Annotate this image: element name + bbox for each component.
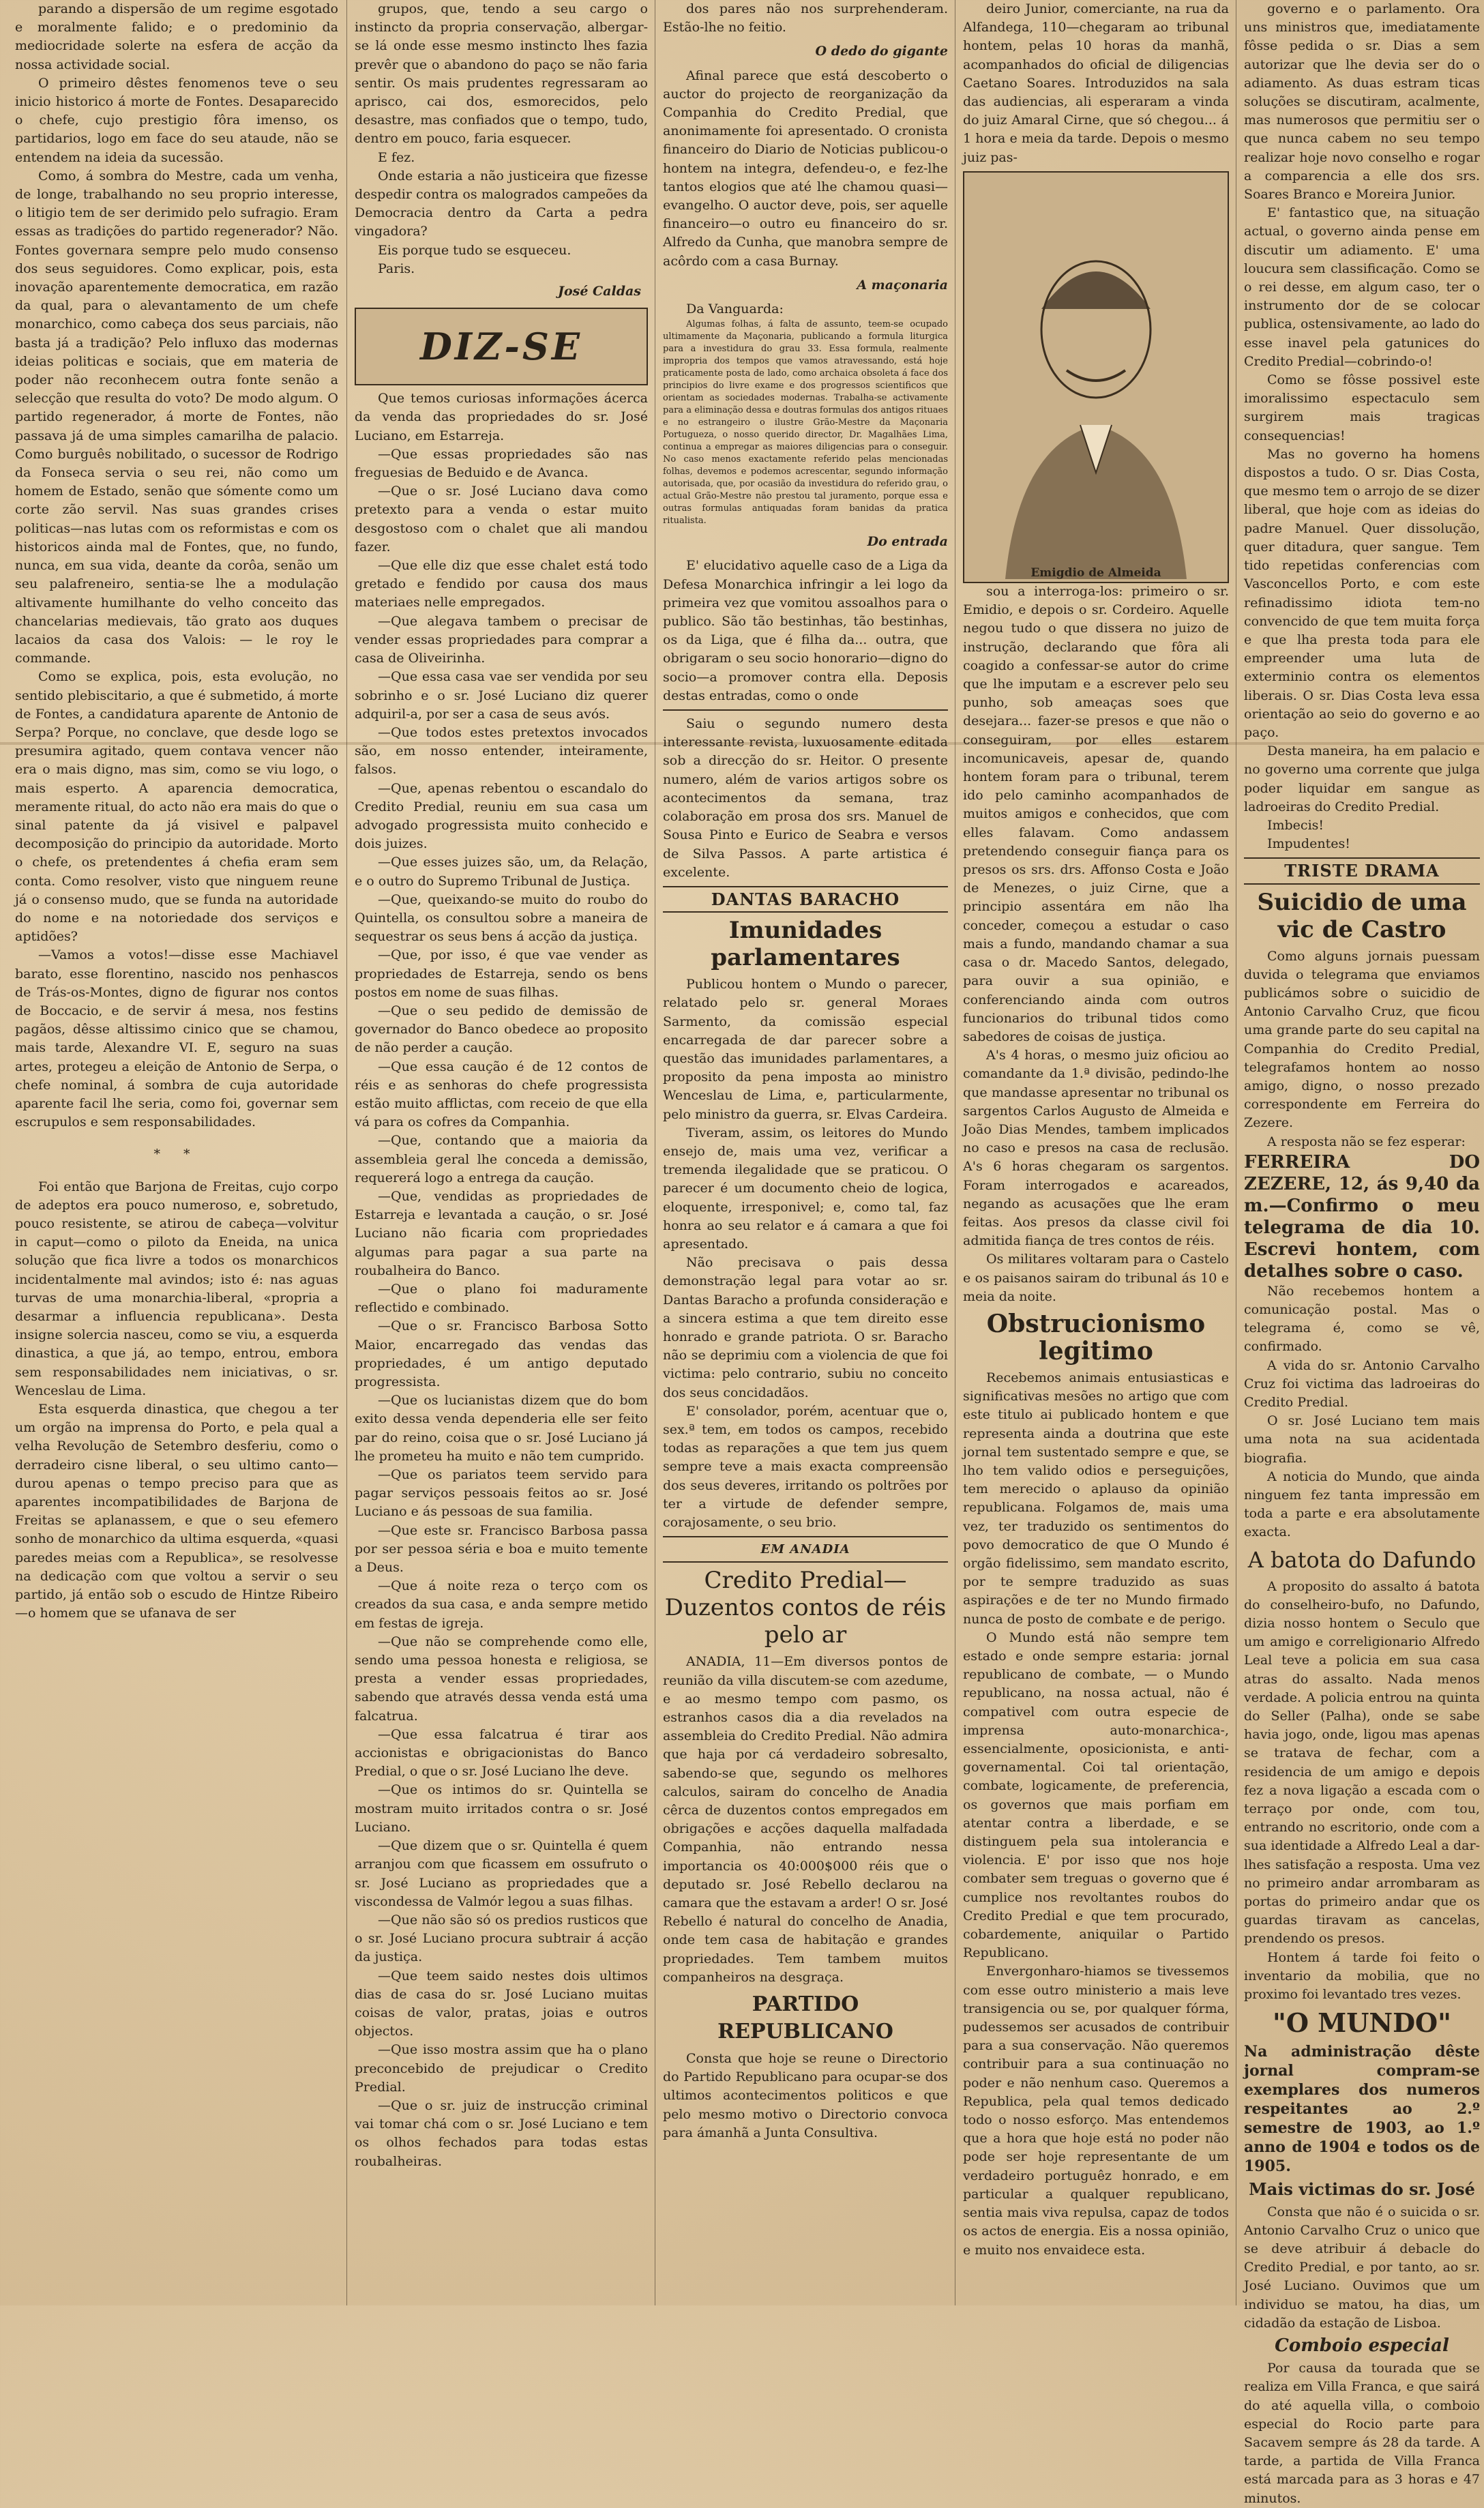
quoted-text: Algumas folhas, á falta de assunto, teem-se ocupado ultimamente da Maçonaria, publicando a formula liturgica para a investidura do grau 33. Essa formula, realmente impropria dos tempos que vamos atravessando, está hoje praticamente posta de lado, como archaica obsoleta á face dos principios do livre exame e dos progressos scientificos que orientam as sociedades modernas. Trabalha-se activamente para a eliminação dessa e doutras formulas dos antigos rituaes e no estrangeiro o ilustre Grão-Mestre da Maçonaria Portugueza, o nosso querido director, Dr. Magalhães Lima, continua a empregar as maiores diligencias para o conseguir. No caso menos exactamente referido pelas mencionadas folhas, devemos e podemos acrescentar, segundo informação autorisada, que, por ocasião da investidura do referido grau, o actual Grão-Mestre não prestou tal juramento, porque essa e outras formulas antiquadas foram banidas da pratica ritualista. <box>663 319 948 527</box>
column-rule <box>346 0 347 2305</box>
column-2 <box>355 0 648 2264</box>
article-paragraph: —Que esses juizes são, um, da Relação, e o outro do Supremo Tribunal de Justiça. <box>355 855 648 889</box>
article-paragraph: E' elucidativo aquelle caso de a Liga da Defesa Monarchica infringir a lei logo da primeira vez que vomitou assoalhos para o publico. São tão bestinhas, tão bestinhas, os da Liga, que é filha da... outra, que obrigaram o seu socio honorario—digno do socio—a promover contra ella. Deposis destas entradas, como o onde <box>663 558 948 703</box>
article-paragraph: Como alguns jornais puessam duvida o telegrama que enviamos publicámos sobre o suicidio de Antonio Carvalho Cruz, que ficou uma grande parte do seu capital na Companhia do Credito Predial, telegrafamos hontem ao nosso amigo, digno, o nosso prezado correspondente em Ferreira do Zezere. <box>1244 948 1480 1131</box>
article-paragraph: —Que, queixando-se muito do roubo do Quintella, os consultou sobre a maneira de sequestrar os seus bens á acção da justiça. <box>355 891 648 945</box>
article-paragraph: Impudentes! <box>1267 836 1350 852</box>
section-heading: EM ANADIA <box>663 1536 948 1563</box>
section-heading: A maçonaria <box>857 277 948 293</box>
article-paragraph: A proposito do assalto á batota do conselheiro-bufo, no Dafundo, dizia nosso hontem o Seculo que um amigo e correligionario Alfredo Leal teve a policia em sua casa atras do assalto. Nada menos verdade. A policia entrou na quinta do Seller (Palha), onde se sabe havia jogo, onde, ligou mas apenas se tratava de fechar, com a residencia de um amigo e depois fez a nova ligação a escada com o terraço por onde, com tou, entrando no escritorio, onde com a sua identidade a Alfredo Leal a dar-lhes satisfação a resposta. Uma vez no primeiro andar arrombaram as portas do primeiro andar que os guardas tiravam as cancelas, prendendo os presos. <box>1244 1578 1480 1947</box>
article-paragraph: A resposta não se fez esperar: <box>1267 1134 1466 1149</box>
headline: Credito Predial—Duzentos contos de réis pelo ar <box>664 1567 947 1649</box>
column-4 <box>963 0 1229 2264</box>
article-paragraph: Tiveram, assim, os leitores do Mundo ensejo de, mais uma vez, verificar a tremenda ilegalidade que se praticou. O parecer é um documento cheio de logica, eloquente, irresponivel; e, como tal, faz honra ao seu relator e á camara a que foi apresentado. <box>663 1125 948 1252</box>
telegram-text: FERREIRA DO ZEZERE, 12, ás 9,40 da m.—Confirmo o meu telegrama de dia 10. Escrevi hontem, com detalhes sobre o caso. <box>1244 1151 1480 1282</box>
article-paragraph: O sr. José Luciano tem mais uma nota na sua acidentada biografia. <box>1244 1413 1480 1466</box>
advert-heading: "O MUNDO" <box>1273 2007 1451 2039</box>
article-paragraph: —Que essa caução é de 12 contos de réis e as senhoras do chefe progressista estão muito afflictas, com receio de que ella vá para os cofres da Companhia. <box>355 1059 648 1130</box>
headline: Imunidades parlamentares <box>711 917 900 972</box>
article-paragraph: —Que elle diz que esse chalet está todo gretado e fendido por causa dos maus materiaes nelle empregados. <box>355 558 648 610</box>
article-paragraph: E fez. <box>378 149 415 165</box>
article-paragraph: E' consolador, porém, acentuar que o, sex.ª tem, em todos os campos, recebido todas as reparações a que tem jus quem sempre teve a mais exacta compreensão dos seus deveres, irritando os poltrões por ter a virtude de defender sempre, corajosamente, o seu brio. <box>663 1403 948 1530</box>
article-paragraph: —Que o seu pedido de demissão de governador do Banco obedece ao proposito de não perder a caução. <box>355 1003 648 1056</box>
article-paragraph: —Que isso mostra assim que ha o plano preconcebido de prejudicar o Credito Predial. <box>355 2042 648 2095</box>
portrait-illustration <box>963 171 1229 583</box>
section-separator: * * <box>153 1147 200 1162</box>
column-3 <box>663 0 948 2264</box>
dateline: Paris. <box>378 261 415 276</box>
article-paragraph: —Que, contando que a maioria da assembleia geral lhe conceda a demissão, requererá logo a entrega da caução. <box>355 1133 648 1185</box>
diz-se-heading: DIZ-SE <box>355 308 648 385</box>
article-paragraph: —Que á noite reza o terço com os creados da sua casa, e anda sempre metido em festas de igreja. <box>355 1578 648 1631</box>
article-paragraph: Recebemos animais entusiasticas e significativas mesões no artigo que com este titulo ai publicado hontem e que representa ainda a doutrina que este jornal tem sustentado sempre e que, se lho tem valido odios e perseguições, tem merecido o aplauso da opinião republicana. Folgamos de, mais uma vez, ter traduzido os sentimentos do povo democratico de que O Mundo é orgão fidelissimo, sem mandato escrito, por te sempre traduzido as suas aspirações e de ter no Mundo firmado nunca de posto de combate e de perigo. <box>963 1370 1229 1627</box>
section-heading: O dedo do gigante <box>815 44 948 59</box>
author-signature: José Caldas <box>557 284 641 299</box>
article-paragraph: —Que não se comprehende como elle, sendo uma pessoa honesta e religiosa, se presta a vender essas propriedades, sabendo que através dessa venda está uma falcatrua. <box>355 1634 648 1724</box>
headline: A batota do Dafundo <box>1247 1546 1476 1573</box>
article-paragraph: Publicou hontem o Mundo o parecer, relatado pelo sr. general Moraes Sarmento, da comissão especial encarregada de dar parecer sobre a questão das imunidades parlamentares, a proposito da pena imposta ao ministro Wenceslau de Lima, e, particularmente, pelo ministro da guerra, sr. Elvas Cardeira. <box>663 977 948 1122</box>
article-paragraph: Desta maneira, ha em palacio e no governo uma corrente que julga poder liquidar em sangue as ladroeiras do Credito Predial. <box>1244 743 1480 814</box>
column-1 <box>15 0 338 2264</box>
article-paragraph: —Que todos estes pretextos invocados são, em nosso entender, inteiramente, falsos. <box>355 724 648 778</box>
article-paragraph: Envergonharo-hiamos se tivessemos com esse outro ministerio a mais leve transigencia ou se, por qualquer fórma, pudessemos ser acusados de contribuir para a sua conservação. Não queremos contribuir para a sua continuação no poder e não nenhum caso. Queremos a Republica, pela qual temos dedicado todo o nosso esforço. Mas entendemos que a hora que hoje está no poder não pode ser hoje representante de um verdadeiro portuguêz honrado, e em particular a qualquer republicano, sentia mais viva repulsa, capaz de todos os actos de energia. Eis a nossa opinião, e muito nos envaidece esta. <box>963 1964 1229 2258</box>
article-paragraph: —Que o plano foi maduramente reflectido e combinado. <box>355 1282 648 1316</box>
article-paragraph: Como se explica, pois, esta evolução, no sentido plebiscitario, a que é submetido, á morte de Fontes, a candidatura aparente de Antonio de Serpa? Porque, no conclave, que desde logo se presumira agitado, quem contava vencer não era o mais digno, mas sim, como se viu logo, o mais esperto. A aparencia democratica, meramente ritual, do acto não era mais do que o sinal patente da já visivel e palpavel decomposição do principio da autoridade. Morto o chefe, os pretendentes á chefia eram sem conta. Como resolver, visto que ninguem reune já o consenso mudo, que se funda na autoridade do nome e na notoriedade dos serviços e aptidões? <box>15 669 338 945</box>
article-paragraph: —Que o sr. José Luciano dava como pretexto para a venda o estar muito desgostoso com o chalet que ali mandou fazer. <box>355 484 648 555</box>
article-paragraph: Imbecis! <box>1267 817 1324 833</box>
portrait-caption: Emigdio de Almeida <box>1030 565 1161 580</box>
article-paragraph: Mas no governo ha homens dispostos a tudo. O sr. Dias Costa, que mesmo tem o arrojo de se dizer liberal, que hoje com as ideias do padre Manuel. Quer dissolução, quer ditadura, quer sangue. Tem tido repetidas conferencias com Vasconcellos Porto, e com este refinadissimo idiota tem-no convencido de que tem muita força e que lha presta toda para ele empreender uma luta de exterminio contra os elementos liberais. O sr. Dias Costa leva essa orientação ao seio do governo e ao paço. <box>1244 446 1480 740</box>
article-paragraph: —Que não são só os predios rusticos que o sr. José Luciano procura subtrair á acção da justiça. <box>355 1912 648 1965</box>
article-paragraph: Os militares voltaram para o Castelo e os paisanos sairam do tribunal ás 10 e meia da noite. <box>963 1252 1229 1304</box>
article-paragraph: sou a interroga-los: primeiro o sr. Emidio, e depois o sr. Cordeiro. Aquelle negou tudo o que dissera no juizo de instrução, declarando que fôra ali coagido a confessar-se autor do crime que lhe imputam e a escrever pelo seu punho, sob ameaças soes que desejara... fazer-se presos e que não o conseguiram, por elles estarem incomunicaveis, apesar de, quando hontem foram para o tribunal, terem ido pelo caminho acompanhados de muitos amigos e conhecidos, que com elles falavam. Como andassem pretendendo conseguir fiança para os presos os srs. drs. Affonso Costa e João de Menezes, o juiz Cirne, que a principio assentára em não lha conceder, começou a estudar o caso mais a fundo, mandando chamar a sua casa o dr. Macedo Santos, delegado, para ouvir a sua opinião, e conferenciando ainda com outros funcionarios do tribunal tidos como sabedores de coisas de justiça. <box>963 584 1229 1044</box>
headline: Obstrucionismo legitimo <box>986 1309 1206 1366</box>
article-paragraph: parando a dispersão de um regime esgotado e moralmente falido; e o predominio da mediocridade solerte na esfera de acção da nossa actividade social. <box>15 1 338 72</box>
article-paragraph: A's 4 horas, o mesmo juiz oficiou ao comandante da 1.ª divisão, pedindo-lhe que mandasse apresentar no tribunal os sargentos Carlos Augusto de Almeida e João Dias Mendes, tambem implicados no caso e presos na casa de reclusão. A's 6 horas chegaram os sargentos. Foram interrogados e acareados, negando as acusações que lhe eram feitas. Aos presos da classe civil foi admitida fiança de tres contos de réis. <box>963 1048 1229 1249</box>
article-paragraph: —Vamos a votos!—disse esse Machiavel barato, esse florentino, nascido nos penhascos de Trás-os-Montes, digno de figurar nos contos de Boccacio, e de servir á mesa, nos festins pagãos, dêsse altissimo cinico que se chamou, mais tarde, Alexandre VI. E, seguro na suas artes, protegeu a eleição de Antonio de Serpa, o chefe nominal, á sombra de cuja autoridade aparente facil lhe seria, como foi, governar sem escrupulos e sem responsabilidades. <box>15 947 338 1130</box>
article-paragraph: —Que teem saido nestes dois ultimos dias de casa do sr. José Luciano muitas coisas de valor, pratas, joias e outros objectos. <box>355 1968 648 2039</box>
article-paragraph: —Que este sr. Francisco Barbosa passa por ser pessoa séria e boa e muito temente a Deus. <box>355 1522 648 1576</box>
article-paragraph: Como se fôsse possivel este imoralissimo espectaculo sem surgirem mais tragicas consequencias! <box>1244 372 1480 443</box>
article-paragraph: O Mundo está não sempre tem estado e onde sempre estaria: jornal republicano de combate, — o Mundo republicano, na nossa actual, não é compativel com outra especie de imprensa auto-monarchica-, essencialmente, oposicionista, e anti-governamental. Coi tal orientação, combate, logicamente, de preferencia, os governos que mais porfiam em atentar contra a liberdade, e se distinguem pela sua intolerancia e violencia. E' por isso que nos hoje combater sem treguas o governo que é cumplice nos revoltantes roubos do Credito Predial e que tem procurado, cobardemente, aniquilar o Partido Republicano. <box>963 1629 1229 1961</box>
article-paragraph: Não precisava o pais dessa demonstração legal para votar ao sr. Dantas Baracho a profunda consideração e a sincera estima a que tem direito esse honrado e grande patriota. O sr. Baracho não se deprimiu com a violencia de que foi victima: pelo contrario, subiu no conceito dos seus concidadãos. <box>663 1255 948 1400</box>
article-paragraph: Da Vanguarda: <box>686 301 784 317</box>
article-paragraph: —Que os pariatos teem servido para pagar serviços pessoais feitos ao sr. José Luciano e ás pessoas de sua familia. <box>355 1467 648 1520</box>
article-paragraph: Consta que não é o suicida o sr. Antonio Carvalho Cruz o unico que se deve atribuir á debacle do Credito Predial, e por tanto, ao sr. José Luciano. Ouvimos que um individuo se matou, ha dias, um cidadão da estação de Lisboa. <box>1244 2204 1480 2331</box>
column-5 <box>1244 0 1480 2506</box>
headline: Suicidio de uma vic de Castro <box>1257 888 1467 943</box>
article-paragraph: Hontem á tarde foi feito o inventario da mobilia, que no proximo foi levantado tres vezes. <box>1244 1949 1480 2003</box>
section-heading: Mais victimas do sr. José <box>1249 2179 1475 2200</box>
article-paragraph: Que temos curiosas informações ácerca da venda das propriedades do sr. José Luciano, em Estarreja. <box>355 391 648 443</box>
article-paragraph: Onde estaria a não justiceira que fizesse despedir contra os malogrados campeões da Democracia dentro da Carta a pedra vingadora? <box>355 168 648 239</box>
article-paragraph: grupos, que, tendo a seu cargo o instincto da propria conservação, albergar-se lá onde esse mesmo instincto lhes fazia prevêr que o abandono do paço se não faria sentir. Os mais prudentes regressaram ao aprisco, cai dos, esmorecidos, pelo desastre, mas confiados que o tempo, tudo, dentro em pouco, faria esquecer. <box>355 1 648 147</box>
article-paragraph: —Que alegava tambem o precisar de vender essas propriedades para comprar a casa de Oliveirinha. <box>355 613 648 666</box>
article-paragraph: governo e o parlamento. Ora uns ministros que, imediatamente fôsse pedida o sr. Dias a sem autorizar que lhe devia ser do o adiamento. As duas estram ticas soluções se discutiram, acalmente, mas numerosos que permitiu ser o que nunca cabem no seu tempo realizar hoje novo conselho e rogar a comparencia a elle dos srs. Soares Branco e Moreira Junior. <box>1244 1 1480 203</box>
article-paragraph: —Que os lucianistas dizem que do bom exito dessa venda dependeria elle ser feito par do reino, coisa que o sr. José Luciano já lhe prometeu ha muito e não tem cumprido. <box>355 1393 648 1464</box>
portrait-sketch <box>964 173 1228 579</box>
article-paragraph: Não recebemos hontem a comunicação postal. Mas o telegrama é, como se vê, confirmado. <box>1244 1283 1480 1355</box>
divider <box>663 709 948 711</box>
article-paragraph: —Que o sr. Francisco Barbosa Sotto Maior, encarregado das vendas das propriedades, é um antigo deputado progressista. <box>355 1318 648 1390</box>
section-heading: TRISTE DRAMA <box>1244 857 1480 884</box>
article-paragraph: O primeiro dêstes fenomenos teve o seu inicio historico á morte de Fontes. Desaparecido o chefe, cujo prestigio fôra imenso, os partidarios, logo em face do seu ataude, não se entendem na ideia da sucessão. <box>15 75 338 165</box>
article-paragraph: Esta esquerda dinastica, que chegou a ter um orgão na imprensa do Porto, e pela qual a velha Revolução de Setembro desferiu, como o derradeiro cisne liberal, o seu ultimo canto—durou apenas o tempo preciso para que as aparentes incompatibilidades de Barjona de Freitas se aplanassem, e que o seu efemero sonho de monarchico da ultima esquerda, «quasi paredes meias com a Republica», se resolvesse na dedicação com que voltou a servir o seu partido, já então sob o escudo de Hintze Ribeiro—o homem que se ufanava de ser <box>15 1402 338 1621</box>
article-paragraph: Por causa da tourada que se realiza em Villa Franca, e que sairá do até aquella villa, o comboio especial do Rocio parte para Sacavem sempre ás 28 da tarde. A tarde, a partida de Villa Franca está marcada para as 3 horas e 47 minutos. <box>1244 2361 1480 2506</box>
article-paragraph: deiro Junior, comerciante, na rua da Alfandega, 110—chegaram ao tribunal hontem, pelas 10 horas da manhã, acompanhados do oficial de diligencias Caetano Soares. Introduzidos na sala das audiencias, ali esperaram a vinda do juiz Amaral Cirne, que só chegou... á 1 hora e meia da tarde. Depois o mesmo juiz pas- <box>963 1 1229 165</box>
article-paragraph: —Que dizem que o sr. Quintella é quem arranjou com que ficassem em ossufruto o sr. José Luciano as propriedades que a viscondessa de Valmór legou a suas filhas. <box>355 1838 648 1909</box>
advert-text: Na administração dêste jornal compram-se exemplares dos numeros respeitantes ao 2.º semestre de 1903, ao 1.º anno de 1904 e todos os de 1905. <box>1244 2043 1480 2176</box>
article-paragraph: —Que essa casa vae ser vendida por seu sobrinho e o sr. José Luciano diz querer adquiril-a, por ser a casa de seus avós. <box>355 669 648 722</box>
article-paragraph: —Que essas propriedades são nas freguesias de Beduido e de Avanca. <box>355 446 648 481</box>
article-paragraph: Como, á sombra do Mestre, cada um venha, de longe, trabalhando no seu proprio interesse, o litigio tem de ser derimido pelo sufragio. Eram essas as tradições do partido regenerador? Não. Fontes governara sempre pelo mudo consenso dos seus seguidores. Como explicar, pois, esta inovação aparentemente democratica, em razão da qual, para o alevantamento de um chefe monarchico, como cabeça dos seus parciais, não basta já a tradição? Pelo influxo das modernas ideias politicas e sociais, que em materia de poder não reconhecem outra fonte senão a selecção que resulta do voto? De modo algum. O partido regenerador, á morte de Fontes, não passava já de uma simples camarilha de palacio. Como burguês nobilitado, o sucessor de Rodrigo da Fonseca servia o seu rei, não como um homem de Estado, senão que sómente como um corte zão servil. Nas suas grandes crises politicas—nas lutas com os reformistas e com os historicos ainda mal de Fontes, que, no fundo, nunca, em sua vida, deante da corôa, senão um seu palafreneiro, sentia-se lhe a modulação altivamente humilhante do velho conceito das chancelarias medievais, tão grato aos duques lacaios da casa dos Valois: — le roy le commande. <box>15 168 338 666</box>
article-paragraph: Saiu o segundo numero desta interessante revista, luxuosamente editada sob a direcção do sr. Heitor. O presente numero, além de varios artigos sobre os acontecimentos da semana, traz colaboração em prosa dos srs. Manuel de Sousa Pinto e Eurico de Seabra e versos de Silva Passos. A parte artistica é excelente. <box>663 716 948 880</box>
headline: PARTIDO REPUBLICANO <box>717 1992 893 2044</box>
article-paragraph: —Que, por isso, é que vae vender as propriedades de Estarreja, sendo os bens postos em nome de suas filhas. <box>355 947 648 1000</box>
article-paragraph: —Que, vendidas as propriedades de Estarreja e levantada a caução, o sr. José Luciano não ficaria com propriedades algumas para pagar a sua parte na roubalheira do Banco. <box>355 1188 648 1278</box>
article-paragraph: —Que essa falcatrua é tirar aos accionistas e obrigacionistas do Banco Predial, o que o sr. José Luciano lhe deve. <box>355 1726 648 1780</box>
section-heading: DANTAS BARACHO <box>663 886 948 913</box>
article-paragraph: Eis porque tudo se esqueceu. <box>378 242 572 258</box>
section-heading: Do entrada <box>867 534 948 550</box>
article-paragraph: Foi então que Barjona de Freitas, cujo corpo de adeptos era pouco numeroso, e, sobretudo, pouco resistente, se atirou de cabeça—volvitur in caput—como o piloto da Eneida, na unica solução que fica livre a todos os monarchicos incidentalmente mal avindos; isto é: nas aguas turvas de uma monarchia-liberal, «propria a desarmar a influencia republicana». Desta insigne solercia nasceu, como se viu, a esquerda dinastica, a que já, ao tempo, entrou, embora sem responsabilidades nem iniciativas, o sr. Wenceslau de Lima. <box>15 1179 338 1398</box>
article-paragraph: dos pares não nos surprehenderam. Estão-lhe no feitio. <box>663 1 948 35</box>
article-paragraph: A noticia do Mundo, que ainda ninguem fez tanta impressão em toda a parte e era absolutamente exacta. <box>1244 1469 1480 1540</box>
article-paragraph: —Que os intimos do sr. Quintella se mostram muito irritados contra o sr. José Luciano. <box>355 1782 648 1835</box>
section-heading: Comboio especial <box>1275 2335 1449 2356</box>
article-paragraph: A vida do sr. Antonio Carvalho Cruz foi victima das ladroeiras do Credito Predial. <box>1244 1357 1480 1410</box>
article-paragraph: —Que, apenas rebentou o escandalo do Credito Predial, reuniu em sua casa um advogado progressista muito conhecido e dois juizes. <box>355 780 648 852</box>
article-paragraph: Afinal parece que está descoberto o auctor do projecto de reorganização da Companhia do Credito Predial, que anonimamente foi apresentado. O cronista financeiro do Diario de Noticias publicou-o hontem na integra, defendeu-o, e fez-lhe tantos elogios que até lhe chamou quasi—evangelho. O auctor deve, pois, ser aquelle financeiro—o outro eu financeiro do sr. Alfredo da Cunha, que manobra sempre de acôrdo com a casa Burnay. <box>663 68 948 269</box>
article-paragraph: Consta que hoje se reune o Directorio do Partido Republicano para ocupar-se dos ultimos acontecimentos politicos e que pelo mesmo motivo o Directorio convoca para ámanhã a Junta Consultiva. <box>663 2051 948 2140</box>
article-paragraph: E' fantastico que, na situação actual, o governo ainda pense em discutir um adiamento. E' uma loucura sem classificação. Como se o rei desse, em algum caso, ter o instrumento dor de se colocar publica, ostensivamente, ao lado do esse inavel pela gatunices do Credito Predial—cobrindo-o! <box>1244 205 1480 369</box>
article-paragraph: —Que o sr. juiz de instrucção criminal vai tomar chá com o sr. José Luciano e tem os olhos fechados para todas estas roubalheiras. <box>355 2097 648 2169</box>
article-paragraph: ANADIA, 11—Em diversos pontos de reunião da villa discutem-se com azedume, e ao mesmo tempo com pasmo, os estranhos casos dia a dia revelados na assembleia do Credito Predial. Não admira que haja por cá verdadeiro sobresalto, sabendo-se que, segundo os melhores calculos, sairam do concelho de Anadia cêrca de duzentos contos empregados em obrigações e acções daquella malfadada Companhia, não entrando nessa importancia os 40:000$000 réis que o deputado sr. José Rebello declarou na camara que the estavam a arder! O sr. José Rebello é natural do concelho de Anadia, onde tem casa de habitação e grandes propriedades. Tem tambem muitos companheiros na desgraça. <box>663 1654 948 1985</box>
